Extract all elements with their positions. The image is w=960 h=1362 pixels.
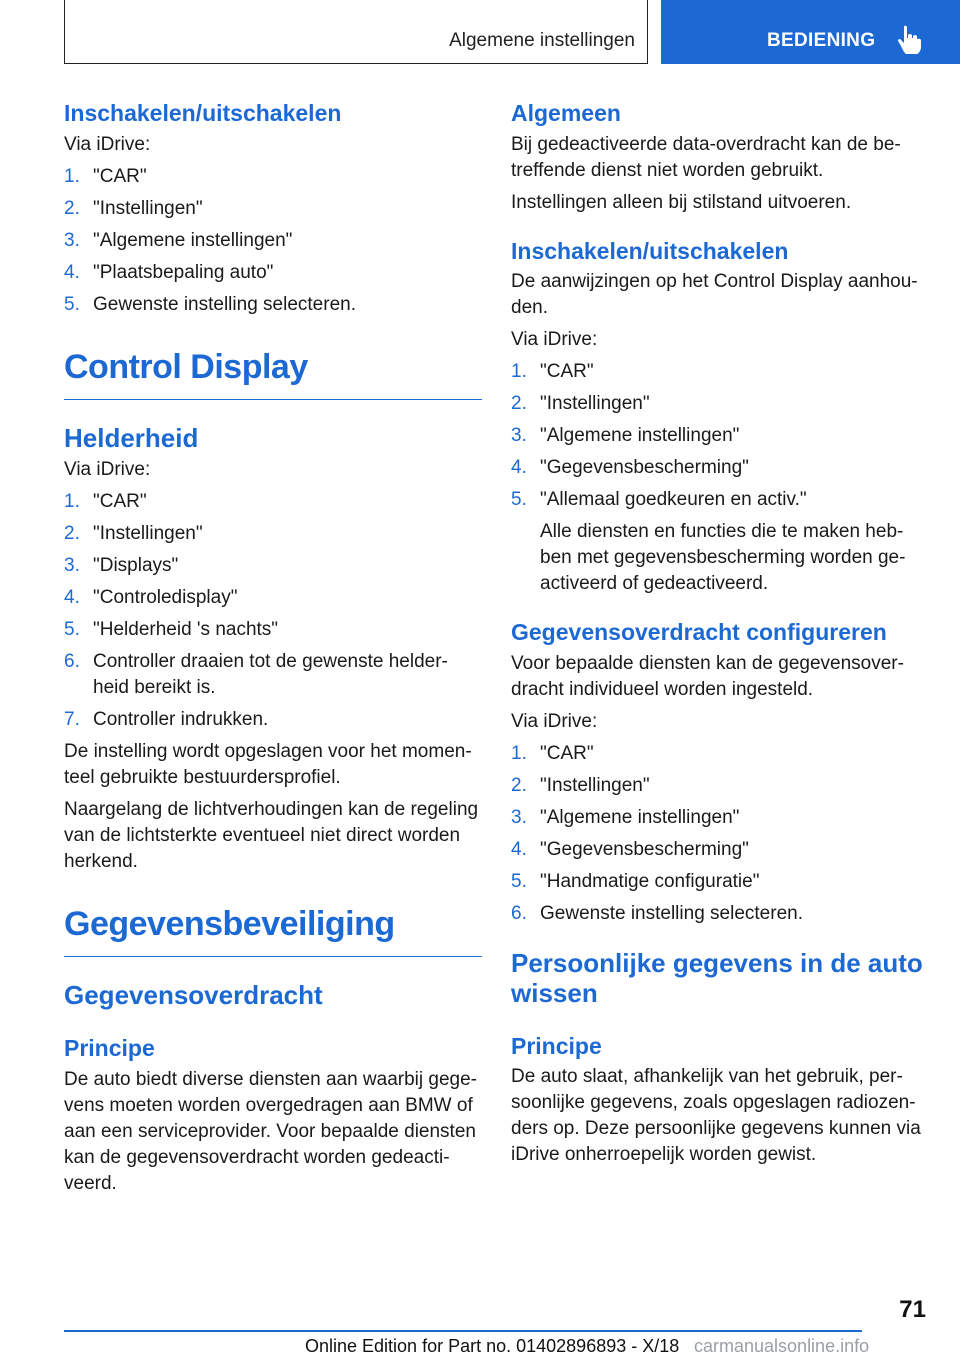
- step-text: "Helderheid 's nachts": [93, 619, 279, 641]
- section-title-gegevensoverdracht: Gegevensoverdracht: [64, 980, 323, 1011]
- list-item: [511, 837, 929, 863]
- list-item: [511, 359, 929, 385]
- step-number: 7.: [64, 709, 80, 731]
- paragraph: Bij gedeactiveerde data-overdracht kan de be-treffende dienst niet worden gebruikt.: [511, 133, 901, 181]
- step-number: 5.: [511, 870, 527, 892]
- step-number: 4.: [511, 838, 527, 860]
- list-item: [511, 869, 929, 895]
- step-text: "Instellingen": [540, 774, 650, 796]
- step-number: 1.: [64, 165, 80, 187]
- list-item: [64, 585, 482, 611]
- header-chapter-box: [661, 0, 960, 64]
- section-title-helderheid: Helderheid: [64, 422, 199, 453]
- chapter-title-gegevensbeveiliging: Gegevensbeveiliging: [64, 905, 482, 957]
- subsection-title-algemeen: Algemeen: [511, 100, 621, 126]
- step-number: 6.: [511, 902, 527, 924]
- paragraph: De aanwijzingen op het Control Display aanhou-den.: [511, 271, 918, 319]
- list-item: [64, 617, 482, 643]
- step-text: "Plaatsbepaling auto": [93, 261, 274, 283]
- list-item: [511, 455, 929, 481]
- list-item: [511, 773, 929, 799]
- step-text: Gewenste instelling selecteren.: [93, 293, 356, 315]
- step-text: "CAR": [540, 361, 594, 383]
- step-text: "Algemene instellingen": [93, 229, 293, 251]
- step-text: Gewenste instelling selecteren.: [540, 902, 803, 924]
- step-text: "Handmatige configuratie": [540, 870, 760, 892]
- steps-list-location: [64, 164, 482, 318]
- footer-edition: Online Edition for Part no. 01402896893 - X/18: [305, 1336, 680, 1356]
- step-note: Alle diensten en functies die te maken heb-ben met gegevensbescherming worden ge-activeerd of gedeactiveerd.: [540, 521, 906, 595]
- intro-via-idrive: Via iDrive:: [511, 329, 598, 351]
- step-number: 4.: [64, 587, 80, 609]
- step-number: 5.: [64, 619, 80, 641]
- step-text: "Instellingen": [540, 393, 650, 415]
- subsection-title-principe: Principe: [511, 1032, 602, 1059]
- step-number: 2.: [511, 774, 527, 796]
- chapter-title-control-display: Control Display: [64, 348, 482, 400]
- section-title-persoonlijke-gegevens: Persoonlijke gegevens in de auto wissen: [511, 947, 923, 1008]
- list-item: [64, 260, 482, 286]
- intro-via-idrive: Via iDrive:: [511, 710, 598, 732]
- pointing-hand-icon: [895, 24, 923, 54]
- header-section-title: Algemene instellingen: [449, 30, 635, 51]
- steps-list-privacy: [511, 359, 929, 513]
- step-text: "Algemene instellingen": [540, 425, 740, 447]
- list-item: [64, 292, 482, 318]
- list-item: [511, 901, 929, 927]
- step-number: 1.: [64, 491, 80, 513]
- step-number: 1.: [511, 742, 527, 764]
- left-column: [64, 100, 482, 1203]
- step-text: "Gegevensbescherming": [540, 457, 749, 479]
- step-text: "CAR": [93, 165, 147, 187]
- list-item: [64, 649, 482, 701]
- paragraph: Voor bepaalde diensten kan de gegevensover-dracht individueel worden ingesteld.: [511, 652, 904, 700]
- step-text: "Instellingen": [93, 523, 203, 545]
- footer-divider: [64, 1330, 862, 1332]
- step-number: 3.: [511, 425, 527, 447]
- steps-list-brightness: [64, 489, 482, 733]
- step-text: "Instellingen": [93, 197, 203, 219]
- step-number: 2.: [64, 523, 80, 545]
- step-text: Controller draaien tot de gewenste helder-heid bereikt is.: [93, 651, 448, 699]
- steps-list-configure: [511, 741, 929, 927]
- paragraph: Naargelang de lichtverhoudingen kan de regeling van de lichtsterkte eventueel niet direct worden herkend.: [64, 799, 479, 873]
- step-text: "Algemene instellingen": [540, 806, 740, 828]
- watermark: carmanualsonline.info: [694, 1336, 870, 1356]
- step-number: 6.: [64, 651, 80, 673]
- list-item: [511, 741, 929, 767]
- paragraph: De instelling wordt opgeslagen voor het momen-teel gebruikte bestuurdersprofiel.: [64, 741, 472, 789]
- section-title-configureren: Gegevensoverdracht configureren: [511, 619, 887, 646]
- list-item: [64, 164, 482, 190]
- header-section-box: [64, 0, 648, 64]
- step-text: "Allemaal goedkeuren en activ.": [540, 489, 807, 511]
- step-number: 2.: [64, 197, 80, 219]
- step-text: "CAR": [540, 742, 594, 764]
- step-text: "Controledisplay": [93, 587, 238, 609]
- page-number: 71: [899, 1296, 926, 1323]
- section-title-inschakelen: Inschakelen/uitschakelen: [64, 100, 342, 126]
- section-title-inschakelen: Inschakelen/uitschakelen: [511, 237, 789, 264]
- step-number: 5.: [64, 293, 80, 315]
- header-chapter-title: BEDIENING: [767, 30, 876, 51]
- step-number: 3.: [64, 229, 80, 251]
- list-item: [64, 707, 482, 733]
- step-number: 2.: [511, 393, 527, 415]
- list-item: [511, 423, 929, 449]
- step-number: 5.: [511, 489, 527, 511]
- list-item: [64, 196, 482, 222]
- list-item: [64, 521, 482, 547]
- step-text: Controller indrukken.: [93, 709, 269, 731]
- paragraph: De auto biedt diverse diensten aan waarbij gege-vens moeten worden overgedragen aan BMW of aan een serviceprovider. Voor bepaalde diensten kan de gegevensoverdracht worden gedeacti-veerd.: [64, 1068, 477, 1194]
- list-item: [64, 553, 482, 579]
- step-text: "Gegevensbescherming": [540, 838, 749, 860]
- list-item: [511, 805, 929, 831]
- step-text: "Displays": [93, 555, 179, 577]
- step-number: 1.: [511, 361, 527, 383]
- right-column: [511, 100, 929, 1174]
- list-item: [64, 489, 482, 515]
- subsection-title-principe: Principe: [64, 1035, 155, 1062]
- list-item: [511, 391, 929, 417]
- step-number: 4.: [511, 457, 527, 479]
- step-number: 3.: [511, 806, 527, 828]
- step-number: 3.: [64, 555, 80, 577]
- paragraph: Instellingen alleen bij stilstand uitvoeren.: [511, 191, 852, 213]
- paragraph: De auto slaat, afhankelijk van het gebruik, per-soonlijke gegevens, zoals opgeslagen radiozen-ders op. Deze persoonlijke gegevens kunnen via iDrive onherroepelijk worden gewist.: [511, 1066, 921, 1166]
- intro-via-idrive: Via iDrive:: [64, 459, 151, 481]
- step-text: "CAR": [93, 491, 147, 513]
- list-item: [511, 487, 929, 513]
- intro-via-idrive: Via iDrive:: [64, 133, 151, 155]
- list-item: [64, 228, 482, 254]
- step-number: 4.: [64, 261, 80, 283]
